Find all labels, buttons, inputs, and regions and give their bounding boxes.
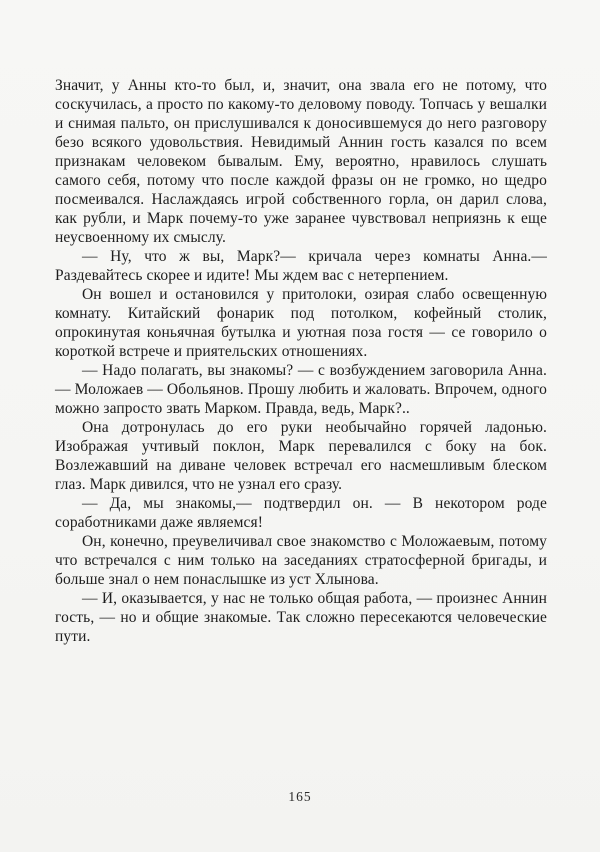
page-number: 165 xyxy=(288,789,312,804)
paragraph: Она дотронулась до его руки необычайно горячей ладонью. Изображая учтивый поклон, Марк перевалился с боку на бок. Возлежавший на диване человек встречал его насмешливым блеском глаз. Марк дивился, что не узнал его сразу. xyxy=(55,419,547,493)
paragraph: — И, оказывается, у нас не только общая работа, — произнес Аннин гость, — но и общие знакомые. Так сложно пересекаются человеческие пути. xyxy=(55,590,547,645)
text-block xyxy=(55,76,547,646)
paragraph: — Надо полагать, вы знакомы? — с возбуждением заговорила Анна. — Моложаев — Обольянов. Прошу любить и жаловать. Впрочем, одного можно запросто звать Марком. Правда, ведь, Марк?.. xyxy=(55,362,547,417)
paragraph: — Ну, что ж вы, Марк?— кричала через комнаты Анна.— Раздевайтесь скорее и идите! Мы ждем вас с нетерпением. xyxy=(55,248,547,284)
paragraph: Он вошел и остановился у притолоки, озирая слабо освещенную комнату. Китайский фонарик под потолком, кофейный столик, опрокинутая коньячная бутылка и уютная поза гостя — се говорило о короткой встрече и приятельских отношениях. xyxy=(55,286,547,360)
paragraph: — Да, мы знакомы,— подтвердил он. — В некотором роде соработниками даже являемся! xyxy=(55,495,547,531)
paragraph: Он, конечно, преувеличивал свое знакомство с Моложаевым, потому что встречался с ним только на заседаниях стратосферной бригады, и больше знал о нем понаслышке из уст Хлынова. xyxy=(55,533,547,588)
paragraph: Значит, у Анны кто-то был, и, значит, она звала его не потому, что соскучилась, а просто по какому-то деловому поводу. Топчась у вешалки и снимая пальто, он прислушивался к доносившемуся до него разговору безо всякого удовольствия. Невидимый Аннин гость казался по всем признакам человеком бывалым. Ему, вероятно, нравилось слушать самого себя, потому что после каждой фразы он не громко, но щедро посмеивался. Наслаждаясь игрой собственного горла, он дарил слова, как рубли, и Марк почему-то уже заранее чувствовал неприязнь к еще неусвоенному их смыслу. xyxy=(55,77,547,246)
